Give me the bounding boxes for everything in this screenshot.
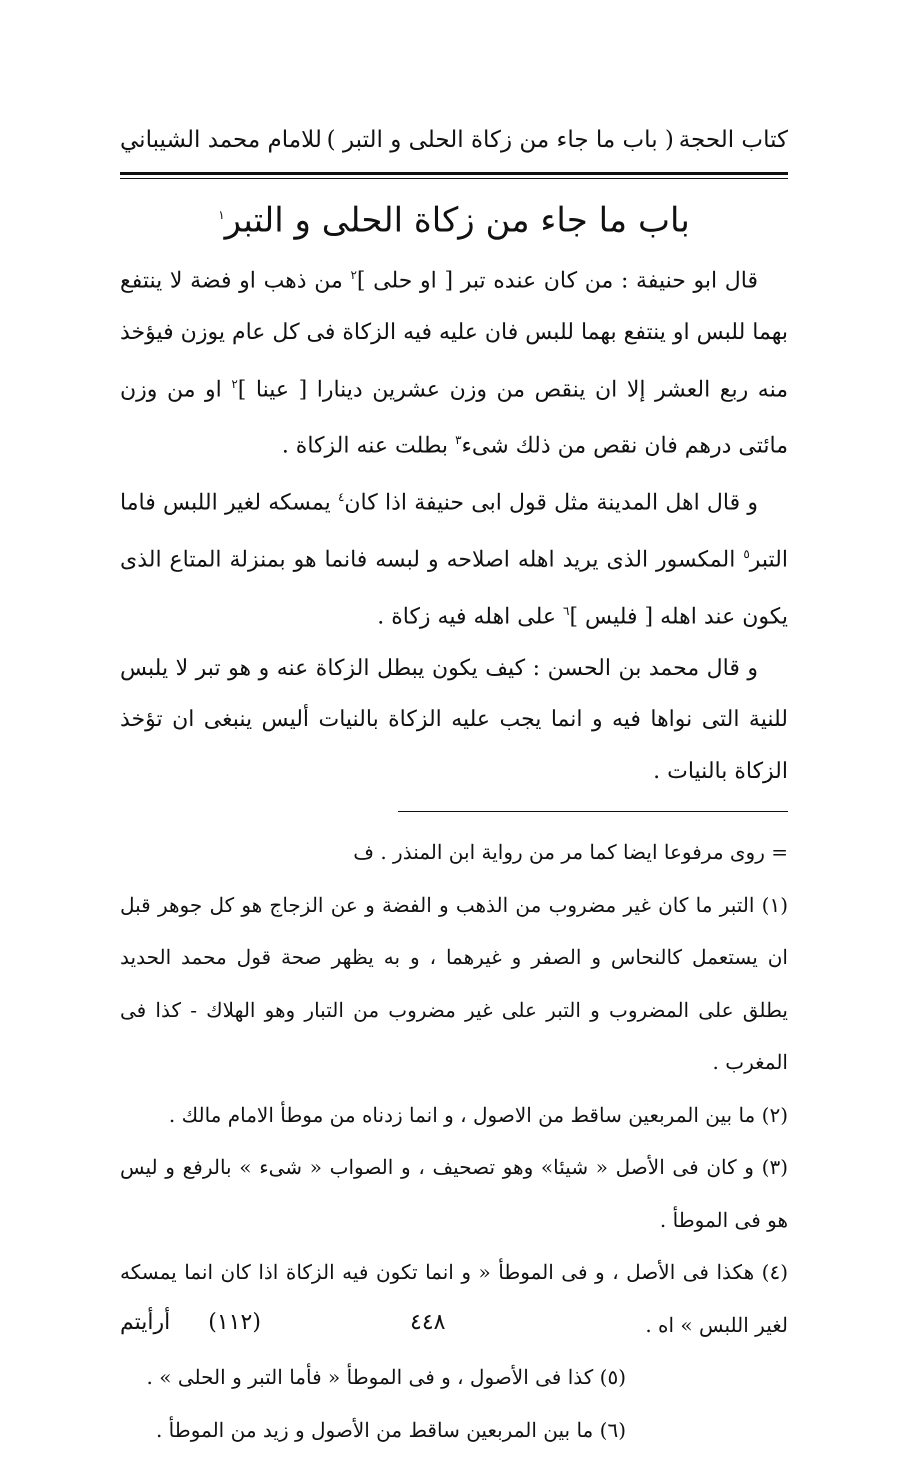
signature-word: أرأيتم <box>120 1310 171 1335</box>
page-number: ٤٤٨ <box>410 1310 446 1335</box>
footnote-2: (٢) ما بين المربعين ساقط من الاصول ، و انما زدناه من موطأ الامام مالك . <box>168 1102 788 1127</box>
book-title: كتاب الحجة <box>678 127 788 153</box>
text-run: يمسكه لغير اللبس فاما التبر <box>120 490 788 573</box>
footnote-separator-wrap <box>120 797 788 826</box>
section-title: ( باب ما جاء من زكاة الحلى و التبر ) <box>326 127 674 153</box>
footnote-6: (٦) ما بين المربعين ساقط من الأصول و زيد من الموطأ . <box>155 1417 626 1442</box>
footnote-1: (١) التبر ما كان غير مضروب من الذهب و الفضة و عن الزجاج هو كل جوهر قبل ان يستعمل كالنحاس و الصفر و غيرهما ، و به يظهر صحة قول محمد الحديد يطلق على المضروب و التبر على غير مضروب من التبار وهو الهلاك - كذا فى المغرب . <box>120 892 788 1075</box>
footnotes <box>120 826 788 1456</box>
paragraph-muhammad: و قال محمد بن الحسن : كيف يكون يبطل الزكاة عنه و هو تبر لا يلبس للنية التى نواها فيه و انما يجب عليه الزكاة بالنيات أليس ينبغى ان تؤخذ الزكاة بالنيات . <box>120 655 788 784</box>
text-run: من ذهب او فضة لا ينتفع بهما للبس او ينتفع بهما للبس فان عليه فيه الزكاة فى كل عام يوزن فيؤخذ منه ربع العشر إلا ان ينقص من وزن عشرين دينارا [ عينا ] <box>120 268 788 402</box>
paragraph-abu-hanifa <box>120 250 788 472</box>
header-rule-thin <box>120 178 788 179</box>
text-run: المكسور الذى يريد اهله اصلاحه و لبسه فانما هو بمنزلة المتاع الذى يكون عند اهله [ فليس ] <box>120 547 788 630</box>
signature-number: (١١٢) <box>208 1310 261 1335</box>
book-page <box>120 120 788 1442</box>
footnote-marker: ٣ <box>455 433 462 448</box>
chapter-title <box>120 189 788 246</box>
footnote-3: (٣) و كان فى الأصل « شيئا» وهو تصحيف ، و الصواب « شىء » بالرفع و ليس هو فى الموطأ . <box>120 1155 788 1232</box>
chapter-title-marker: ١ <box>218 208 225 222</box>
main-text <box>120 250 788 797</box>
text-run: بطلت عنه الزكاة . <box>281 433 456 459</box>
chapter-title-text: باب ما جاء من زكاة الحلى و التبر <box>224 200 690 241</box>
footnote-separator <box>398 811 788 812</box>
signature-mark <box>120 1303 261 1343</box>
text-run: قال ابو حنيفة : من كان عنده تبر [ او حلى ] <box>356 268 758 294</box>
footnote-5: (٥) كذا فى الأصول ، و فى الموطأ « فأما التبر و الحلى » . <box>146 1365 626 1390</box>
header-rule-thick <box>120 172 788 175</box>
text-run: او من وزن مائتى درهم فان نقص من ذلك شىء <box>120 376 788 459</box>
footnote-4: (٤) هكذا فى الأصل ، و فى الموطأ « و انما تكون فيه الزكاة اذا كان انما يمسكه لغير اللبس » اه . <box>120 1260 788 1337</box>
text-run: و قال اهل المدينة مثل قول ابى حنيفة اذا كان <box>344 490 758 516</box>
footnote-marker: ٦ <box>563 603 570 618</box>
footnote-marker: ٤ <box>337 490 345 505</box>
footnote-marker: ٢ <box>231 376 238 391</box>
running-header <box>120 120 788 166</box>
author-name: للامام محمد الشيباني <box>120 127 322 153</box>
text-run: على اهله فيه زكاة . <box>377 604 564 630</box>
footnote-continuation: = روى مرفوعا ايضا كما مر من رواية ابن المنذر . ف <box>353 840 788 865</box>
paragraph-ahl-al-madina <box>120 472 788 642</box>
footnote-marker: ٥ <box>743 547 750 562</box>
footnote-marker: ٢ <box>350 268 357 283</box>
